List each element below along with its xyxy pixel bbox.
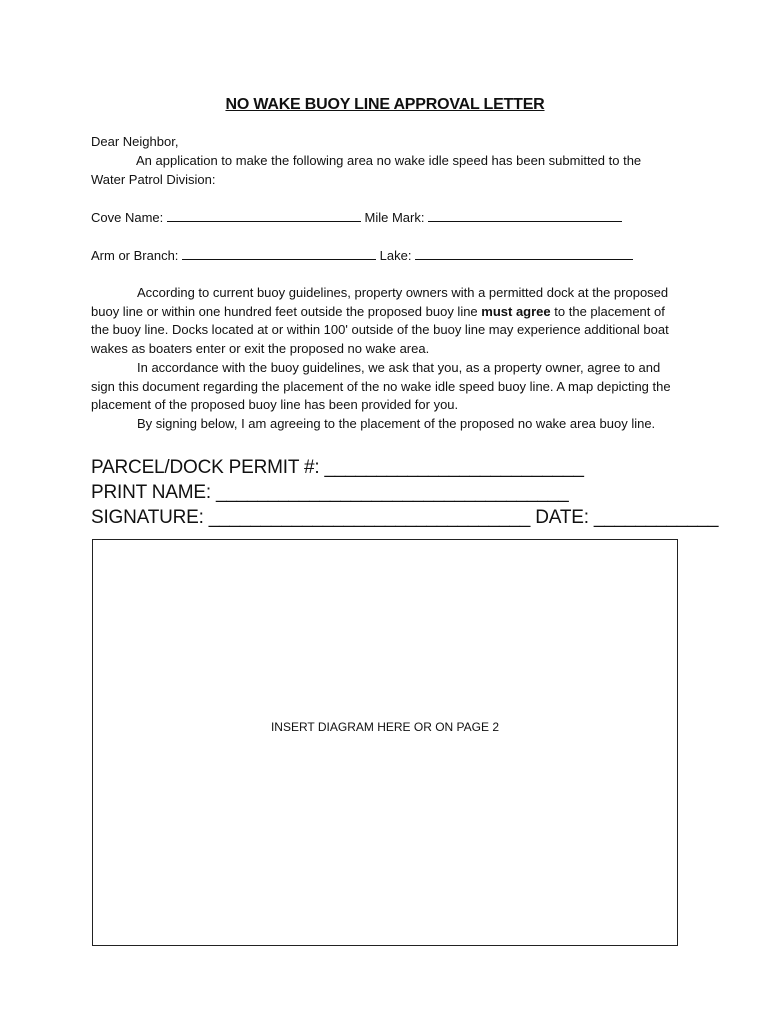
paragraph-guidelines: According to current buoy guidelines, property owners with a permitted dock at the proposed buoy line or within one hundred feet outside the proposed buoy line must agree to the placement of the buoy line. Docks located at or within 100' outside of the buoy line may experience additional boat wakes as boaters enter or exit the proposed no wake area. xyxy=(91,285,669,357)
arm-or-branch-label: Arm or Branch: xyxy=(91,248,179,263)
arm-lake-row xyxy=(91,245,633,265)
cove-name-label: Cove Name: xyxy=(91,210,164,225)
mile-mark-field[interactable] xyxy=(428,207,622,222)
cove-mile-row xyxy=(91,207,622,227)
lake-label: Lake: xyxy=(379,248,412,263)
paragraph-request: In accordance with the buoy guidelines, we ask that you, as a property owner, agree to and sign this document regarding the placement of the no wake idle speed buoy line. A map depicting the placement of the proposed buoy line has been provided for you. xyxy=(91,359,671,413)
parcel-permit-field[interactable]: PARCEL/DOCK PERMIT #: _________________________ xyxy=(91,457,584,478)
date-field[interactable]: DATE: ____________ xyxy=(535,507,719,528)
diagram-placeholder-label: INSERT DIAGRAM HERE OR ON PAGE 2 xyxy=(270,720,500,734)
arm-or-branch-field[interactable] xyxy=(182,245,376,260)
page-title: NO WAKE BUOY LINE APPROVAL LETTER xyxy=(225,96,545,113)
salutation: Dear Neighbor, xyxy=(91,134,179,149)
lake-field[interactable] xyxy=(415,245,633,260)
must-agree-emphasis: must agree xyxy=(481,303,551,319)
print-name-field[interactable]: PRINT NAME: __________________________________ xyxy=(91,482,569,503)
mile-mark-label: Mile Mark: xyxy=(364,210,425,225)
signature-date-row xyxy=(91,506,718,530)
body-text xyxy=(91,284,675,434)
signature-field[interactable]: SIGNATURE: _______________________________ xyxy=(91,507,531,528)
cove-name-field[interactable] xyxy=(167,207,361,222)
paragraph-agreement: By signing below, I am agreeing to the placement of the proposed no wake area buoy line. xyxy=(137,415,656,431)
intro-line-2: Water Patrol Division: xyxy=(91,172,216,187)
diagram-box xyxy=(92,539,678,946)
intro-line-1: An application to make the following area no wake idle speed has been submitted to the xyxy=(136,153,642,168)
